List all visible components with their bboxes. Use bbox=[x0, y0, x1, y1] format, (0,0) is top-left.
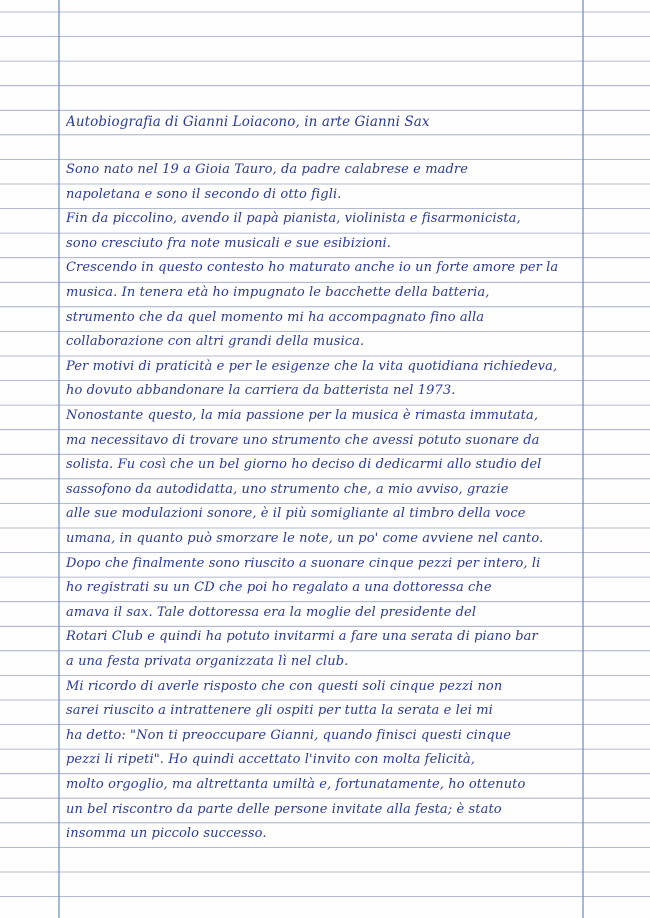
text-line-26: molto orgoglio, ma altrettanta umiltà e, fortunatamente, ho ottenuto bbox=[66, 777, 526, 792]
text-line-16: umana, in quanto può smorzare le note, un po' come avviene nel canto. bbox=[66, 531, 544, 546]
text-line-28: insomma un piccolo successo. bbox=[66, 826, 267, 841]
text-line-5: Crescendo in questo contesto ho maturato anche io un forte amore per la bbox=[66, 260, 559, 275]
text-line-23: sarei riuscito a intrattenere gli ospiti per tutta la serata e lei mi bbox=[66, 703, 493, 718]
text-line-9: Per motivi di praticità e per le esigenze che la vita quotidiana richiedeva, bbox=[66, 359, 558, 374]
text-line-7: strumento che da quel momento mi ha accompagnato fino alla bbox=[66, 310, 485, 325]
text-line-21: a una festa privata organizzata lì nel club. bbox=[66, 654, 349, 669]
text-line-17: Dopo che finalmente sono riuscito a suonare cinque pezzi per intero, li bbox=[66, 556, 541, 571]
text-line-14: sassofono da autodidatta, uno strumento che, a mio avviso, grazie bbox=[66, 482, 509, 497]
text-line-12: ma necessitavo di trovare uno strumento che avessi potuto suonare da bbox=[66, 433, 540, 448]
text-line-10: ho dovuto abbandonare la carriera da batterista nel 1973. bbox=[66, 383, 456, 398]
text-line-27: un bel riscontro da parte delle persone invitate alla festa; è stato bbox=[66, 802, 502, 817]
text-line-1: Sono nato nel 19 a Gioia Tauro, da padre calabrese e madre bbox=[66, 162, 469, 177]
text-line-3: Fin da piccolino, avendo il papà pianista, violinista e fisarmonicista, bbox=[66, 211, 521, 226]
text-line-18: ho registrati su un CD che poi ho regalato a una dottoressa che bbox=[66, 580, 492, 595]
text-line-6: musica. In tenera età ho impugnato le bacchette della batteria, bbox=[66, 285, 490, 300]
text-line-8: collaborazione con altri grandi della musica. bbox=[66, 334, 365, 349]
text-line-25: pezzi li ripeti". Ho quindi accettato l'invito con molta felicità, bbox=[66, 752, 475, 767]
text-line-4: sono cresciuto fra note musicali e sue esibizioni. bbox=[66, 236, 392, 251]
document-title: Autobiografia di Gianni Loiacono, in arte Gianni Sax bbox=[66, 114, 430, 130]
text-line-22: Mi ricordo di averle risposto che con questi soli cinque pezzi non bbox=[66, 679, 503, 694]
text-line-13: solista. Fu così che un bel giorno ho deciso di dedicarmi allo studio del bbox=[66, 457, 542, 472]
text-line-20: Rotari Club e quindi ha potuto invitarmi a fare una serata di piano bar bbox=[66, 629, 538, 644]
text-line-2: napoletana e sono il secondo di otto figli. bbox=[66, 187, 342, 202]
text-line-19: amava il sax. Tale dottoressa era la moglie del presidente del bbox=[66, 605, 477, 620]
text-line-11: Nonostante questo, la mia passione per la musica è rimasta immutata, bbox=[66, 408, 539, 423]
text-line-24: ha detto: "Non ti preoccupare Gianni, quando finisci questi cinque bbox=[66, 728, 512, 743]
text-line-15: alle sue modulazioni sonore, è il più somigliante al timbro della voce bbox=[66, 506, 526, 521]
